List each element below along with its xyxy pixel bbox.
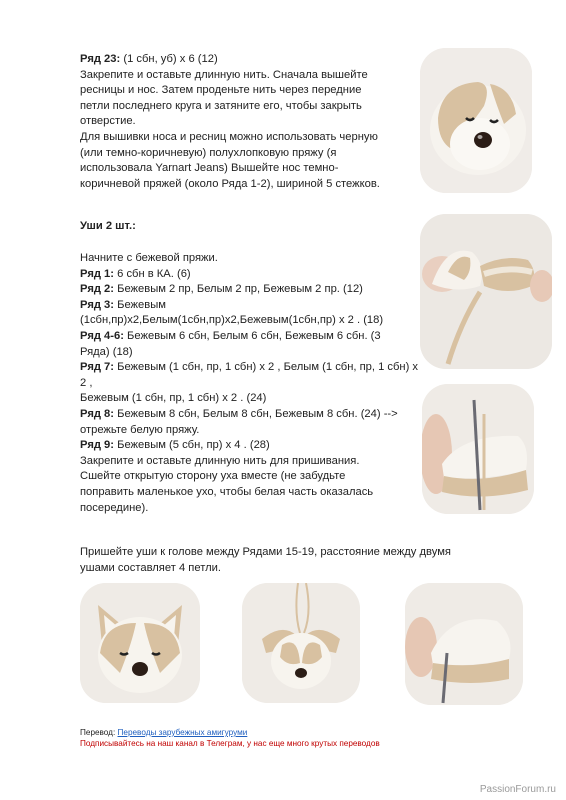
- row23-text: (1 сбн, уб) х 6 (12): [120, 53, 218, 65]
- text-line: Сшейте открытую сторону уха вместе (не забудьте: [80, 470, 346, 483]
- watermark: PassionForum.ru: [479, 784, 556, 795]
- text-line: (или темно-коричневую) полухлопковую пряжу (я: [80, 146, 337, 159]
- row-text: Бежевым 6 сбн, Белым 6 сбн, Бежевым 6 сбн. (3: [123, 329, 381, 342]
- row-line: [80, 360, 420, 376]
- text-line: Закрепите и оставьте длинную нить. Сначала вышейте: [80, 68, 368, 81]
- row-text: Бежевым 8 сбн, Белым 8 сбн, Бежевым 8 сбн. (24) -->: [114, 407, 398, 420]
- row-line: [80, 438, 420, 454]
- row-label: Ряд 8:: [80, 407, 114, 420]
- row-label: Ряд 9:: [80, 439, 114, 452]
- text-line: использовала Yarnart Jeans) Вышейте нос темно-: [80, 162, 339, 175]
- ears-intro: Начните с бежевой пряжи.: [80, 252, 218, 264]
- text-line: отверстие.: [80, 115, 136, 128]
- footer: [80, 727, 380, 749]
- row-text: 6 сбн в КА. (6): [114, 267, 191, 280]
- translation-credit: [80, 727, 380, 738]
- row-line: [80, 329, 420, 345]
- row-label: Ряд 7:: [80, 361, 114, 374]
- text-line: ресницы и нос. Затем проденьте нить через передние: [80, 84, 362, 97]
- row23-line: [80, 52, 420, 68]
- row-line: Бежевым (1 сбн, пр, 1 сбн) х 2 . (24): [80, 392, 267, 405]
- row-line: [80, 267, 420, 283]
- row-text: Бежевым 2 пр, Белым 2 пр, Бежевым 2 пр. (12): [114, 283, 363, 296]
- row23-block: [80, 52, 420, 192]
- text-line: посередине).: [80, 501, 149, 514]
- translation-link[interactable]: Переводы зарубежных амигуруми: [117, 728, 248, 737]
- row-line: [80, 298, 420, 314]
- text-line: Пришейте уши к голове между Рядами 15-19, расстояние между двумя: [80, 546, 451, 558]
- row-line: Ряда) (18): [80, 345, 133, 358]
- text-line: Закрепите и оставьте длинную нить для пришивания.: [80, 454, 360, 467]
- row-label: Ряд 3:: [80, 298, 114, 311]
- photo-ear-hook: [422, 384, 534, 514]
- text-line: петли последнего круга и затяните его, чтобы закрыть: [80, 99, 362, 112]
- text-line: поправить маленькое ухо, чтобы белая часть оказалась: [80, 485, 374, 498]
- photo-sewing-ear: [405, 583, 523, 705]
- text-line: ушами составляет 4 петли.: [80, 561, 221, 574]
- row-line: [80, 407, 420, 423]
- ears-title: [80, 219, 136, 235]
- translation-prefix: Перевод:: [80, 728, 118, 737]
- row-line: [80, 282, 420, 298]
- row23-label: Ряд 23:: [80, 53, 121, 65]
- row-line: отрежьте белую пряжу.: [80, 423, 200, 436]
- row-label: Ряд 4-6:: [80, 329, 124, 342]
- ears-title-text: Уши 2 шт.:: [80, 220, 136, 232]
- photo-head: [420, 48, 532, 193]
- telegram-note: Подписывайтесь на наш канал в Телеграм, у нас еще много крутых переводов: [80, 739, 380, 748]
- text-line: Для вышивки носа и ресниц можно использовать черную: [80, 130, 378, 143]
- photo-head-hanging: [242, 583, 360, 703]
- row-text: Бежевым (1 сбн, пр, 1 сбн) х 2 , Белым (1 сбн, пр, 1 сбн) х: [114, 361, 419, 374]
- row-line: (1сбн,пр)х2,Белым(1сбн,пр)х2,Бежевым(1сбн,пр) х 2 . (18): [80, 314, 384, 327]
- text-line: коричневой пряжей (около Ряда 1-2), шириной 5 стежков.: [80, 177, 380, 190]
- photo-ears: [420, 214, 552, 369]
- row-label: Ряд 1:: [80, 267, 114, 280]
- row-text: Бежевым: [114, 298, 166, 311]
- row-text: Бежевым (5 сбн, пр) х 4 . (28): [114, 439, 270, 452]
- ears-instructions: [80, 251, 420, 516]
- attach-text: [80, 545, 480, 576]
- row-label: Ряд 2:: [80, 283, 114, 296]
- photo-finished-head: [80, 583, 200, 703]
- row-line: 2 ,: [80, 376, 93, 389]
